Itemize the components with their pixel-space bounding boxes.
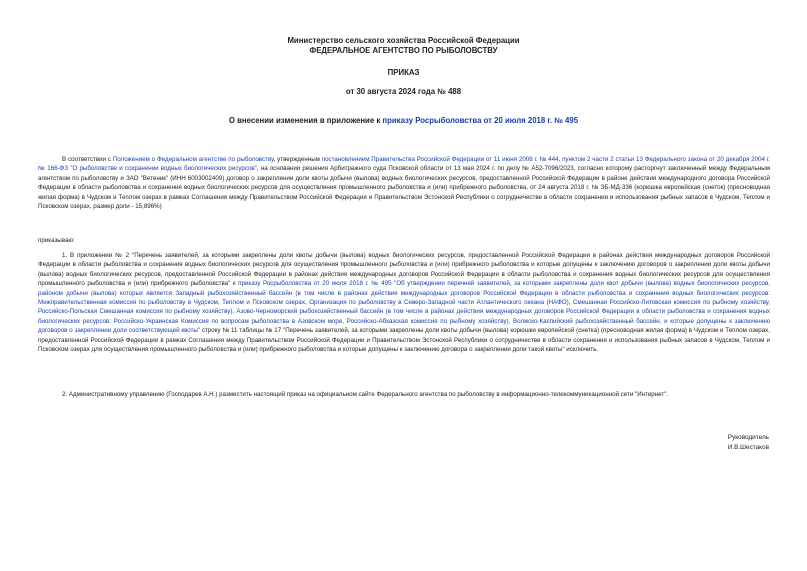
signatory-name: И.В.Шестаков — [727, 444, 769, 451]
order-495-link[interactable]: приказу Росрыболовства от 20 июля 2018 г. № 495 "Об утверждении перечней заявителей, за которыми закреплены доли квот добычи (вылова) водных биологических ресурсов, районом добычи (вылова) которых является Западный рыбохозяйственный бассейн (в том числе в районах действия международных договоров Российской Федерации в области рыболовства и сохранения водных биологических ресурсов: Межправительственная комиссия по рыболовству в Чудском, Теплом и Псковском озерах, Организация по рыболовству в Северо-Западной части Атлантического океана (НАФО), Смешанная Российско-Литовская комиссия по рыбному хозяйству, Российско-Польская Смешанная комиссия по рыбному хозяйству), Азово-Черноморский рыбохозяйственный бассейн (в том числе в районах действия международных договоров Российской Федерации в области рыболовства и сохранения водных биологических ресурсов: Российско-Украинская Комиссия по вопросам рыболовства в Азовском море, Российско-Абхазская комиссия по рыбному хозяйству), Волжско-Каспийский рыбохозяйственный бассейн, и которые допущены к заключению договоров о закреплении доли соответствующей квоты" — [38, 280, 770, 335]
doc-title-text: О внесении изменения в приложение к — [228, 116, 383, 125]
regulation-link[interactable]: Положением о Федеральном агентстве по рыболовству — [112, 156, 274, 163]
doc-date-number: от 30 августа 2024 года № 488 — [345, 87, 462, 96]
doc-title-link[interactable]: приказу Росрыболовства от 20 июля 2018 г. № 495 — [382, 116, 579, 125]
signatory-role: Руководитель — [727, 434, 769, 441]
doc-title — [0, 116, 807, 126]
item-1-paragraph — [38, 251, 770, 354]
item-1-text-2: строку № 11 таблицы № 17 "Перечень заявителей, за которыми закреплены доли квоты добычи (вылова) корюшки европейской (снетка) (пресноводная жилая форма) в Чудском и Теплом озерах, предоставленной Российской Федерации в рамках Соглашения между Правительством Российской Федерации и Правительством Эстонской Республики о сотрудничестве в области сохранения и использования рыбных запасов в Чудском, Теплом и Псковском озерах для осуществления промышленного рыболовства и (или) прибрежного рыболовства и которые допущены к заключению договора о закреплении доли такой квоты" исключить. — [38, 327, 770, 354]
item-1-text-1: 1. В приложении № 2 "Перечень заявителей, за которыми закреплены доли квоты добычи (вылова) водных биологических ресурсов, предоставленной Российской Федерации в районах действия международных договоров Российской Федерации в области рыболовства и сохранения водных биологических ресурсов для осуществления промышленного рыболовства и (или) прибрежного рыболовства и которые допущены к заключению договоров о закреплении доли квоты добычи (вылова) водных биологических ресурсов, предоставленной Российской Федерации в районах действия международных договоров Российской Федерации в области рыболовства и сохранения водных биологических ресурсов для осуществления промышленного рыболовства и (или) прибрежного рыболовства" к — [38, 252, 770, 288]
preamble-text-4: , на основании решения Арбитражного суда Псковской области от 13 мая 2024 г. по делу № А52-7096/2023, согласно которому расторгнут заключенный между Федеральным агентством по рыболовству и ЗАО "Ветеник" (ИНН 6003002409) договор о закреплении доли квоты добычи (вылова) водных биологических ресурсов, предоставленной Российской Федерации в районе действия международного договора Российской Федерации в области рыболовства и сохранения водных биологических ресурсов для осуществления промышленного рыболовства и (или) прибрежного рыболовства, от 24 августа 2018 г. № ЗБ-МД-336 (корюшка европейская (снеток) (пресноводная жилая форма) в Чудском и Теплом озерах в рамках Соглашения между Правительством Российской Федерации и Правительством Эстонской Республики о сотрудничестве в области сохранения и использования рыбных запасов в Чудском, Теплом и Псковском озерах, размер доли - 15,896%) — [38, 165, 770, 211]
preamble-text-1: В соответствии с — [62, 156, 113, 163]
ministry-name: Министерство сельского хозяйства Российской Федерации — [287, 36, 520, 45]
federal-law-link[interactable]: пунктом 2 части 2 статьи 13 Федерального закона от 20 декабря 2004 г. № 166-ФЗ "О рыболовстве и сохранении водных биологических ресурсов" — [38, 156, 770, 173]
agency-name: ФЕДЕРАЛЬНОЕ АГЕНТСТВО ПО РЫБОЛОВСТВУ — [309, 46, 498, 55]
preamble-text-2: , утвержденным — [273, 156, 322, 163]
doc-type: ПРИКАЗ — [387, 68, 420, 77]
order-word: приказываю: — [38, 237, 75, 244]
preamble-text-3: , — [558, 156, 563, 163]
preamble-paragraph — [38, 155, 770, 211]
item-2-paragraph: 2. Административному управлению (Господарев А.Н.) разместить настоящий приказ на официальном сайте Федерального агентства по рыболовству в информационно-телекоммуникационной сети "Интернет". — [62, 391, 669, 398]
government-decree-link[interactable]: постановлением Правительства Российской Федерации от 11 июня 2008 г. № 444 — [321, 156, 559, 163]
